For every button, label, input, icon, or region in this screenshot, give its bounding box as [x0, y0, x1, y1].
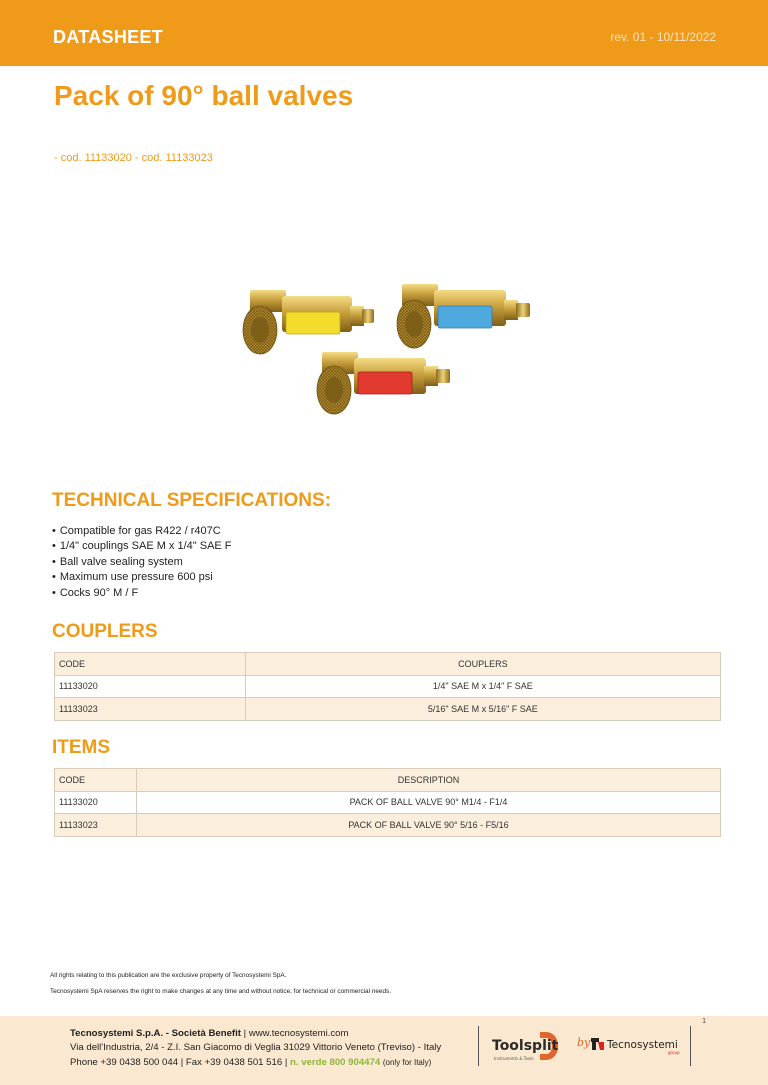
toolsplit-logo-text: Toolsplit — [492, 1038, 559, 1054]
toolsplit-logo-subtext: Instruments & Tools — [494, 1056, 534, 1061]
cell-code: 11133020 — [55, 675, 246, 698]
footer-divider — [690, 1026, 691, 1066]
footer-contact: Tecnosystemi S.p.A. - Società Benefit | www.tecnosystemi.com Via dell'Industria, 2/4 - Z.I. San Giacomo di Veglia 31029 Vittorio Veneto (Treviso) - Italy Phone +39 0438 500 044 | Fax +39 0438 501 516 | n. verde 800 904474 (only for Italy) — [70, 1028, 442, 1068]
spec-item: • Maximum use pressure 600 psi — [52, 570, 232, 585]
cell-description: PACK OF BALL VALVE 90° 5/16 - F5/16 — [137, 814, 721, 837]
column-header-code: CODE — [55, 769, 137, 792]
spec-item: • Ball valve sealing system — [52, 555, 232, 570]
page-title: Pack of 90° ball valves — [54, 80, 354, 111]
spec-list — [52, 524, 232, 601]
green-number: n. verde 800 904474 — [290, 1056, 381, 1068]
legal-notice-changes: Tecnosystemi SpA reserves the right to make changes at any time and without notice, for technical or commercial needs. — [50, 988, 391, 995]
spec-item: • 1/4" couplings SAE M x 1/4" SAE F — [52, 539, 232, 554]
table-header-row — [55, 653, 721, 676]
logo-by-text: by — [577, 1036, 591, 1049]
header-bar — [0, 0, 768, 66]
fax-number: Fax +39 0438 501 516 — [185, 1056, 283, 1068]
table-row — [55, 814, 721, 837]
table-row — [55, 698, 721, 721]
valve-blue — [397, 284, 530, 348]
green-number-note: (only for Italy) — [382, 1057, 432, 1067]
items-table — [54, 768, 721, 837]
table-row — [55, 791, 721, 814]
couplers-table — [54, 652, 721, 721]
valve-red — [317, 352, 450, 414]
column-header-description: DESCRIPTION — [137, 769, 721, 792]
company-name: Tecnosystemi S.p.A. - Società Benefit — [70, 1028, 241, 1039]
cell-couplers: 5/16" SAE M x 5/16" F SAE — [245, 698, 720, 721]
product-photo — [230, 272, 540, 422]
page-number: 1 — [702, 1018, 706, 1025]
valve-yellow — [243, 290, 374, 354]
table-row — [55, 675, 721, 698]
revision-date: rev. 01 - 10/11/2022 — [610, 30, 716, 44]
column-header-code: CODE — [55, 653, 246, 676]
tecnosystemi-logo-group: group — [668, 1050, 680, 1055]
product-codes: - cod. 11133020 - cod. 11133023 — [54, 152, 213, 164]
tecnosystemi-logo-text: Tecnosystemi — [607, 1039, 678, 1051]
footer-divider — [478, 1026, 479, 1066]
cell-description: PACK OF BALL VALVE 90° M1/4 - F1/4 — [137, 791, 721, 814]
items-heading: ITEMS — [52, 737, 111, 758]
company-address: Via dell'Industria, 2/4 - Z.I. San Giacomo di Veglia 31029 Vittorio Veneto (Treviso) - Italy — [70, 1042, 442, 1054]
website-link[interactable]: www.tecnosystemi.com — [248, 1028, 349, 1039]
tech-specs-heading: TECHNICAL SPECIFICATIONS: — [52, 490, 332, 511]
spec-item: • Cocks 90° M / F — [52, 586, 232, 601]
phone-number: Phone +39 0438 500 044 — [70, 1056, 179, 1068]
cell-code: 11133023 — [55, 814, 137, 837]
header-title: DATASHEET — [53, 27, 164, 47]
toolsplit-logo — [490, 1026, 570, 1066]
legal-notice-rights: All rights relating to this publication are the exclusive property of Tecnosystemi SpA. — [50, 972, 287, 979]
tecnosystemi-logo — [590, 1034, 682, 1056]
table-header-row — [55, 769, 721, 792]
couplers-heading: COUPLERS — [52, 621, 158, 642]
cell-code: 11133023 — [55, 698, 246, 721]
spec-item: • Compatible for gas R422 / r407C — [52, 524, 232, 539]
cell-couplers: 1/4" SAE M x 1/4" F SAE — [245, 675, 720, 698]
column-header-couplers: COUPLERS — [245, 653, 720, 676]
cell-code: 11133020 — [55, 791, 137, 814]
